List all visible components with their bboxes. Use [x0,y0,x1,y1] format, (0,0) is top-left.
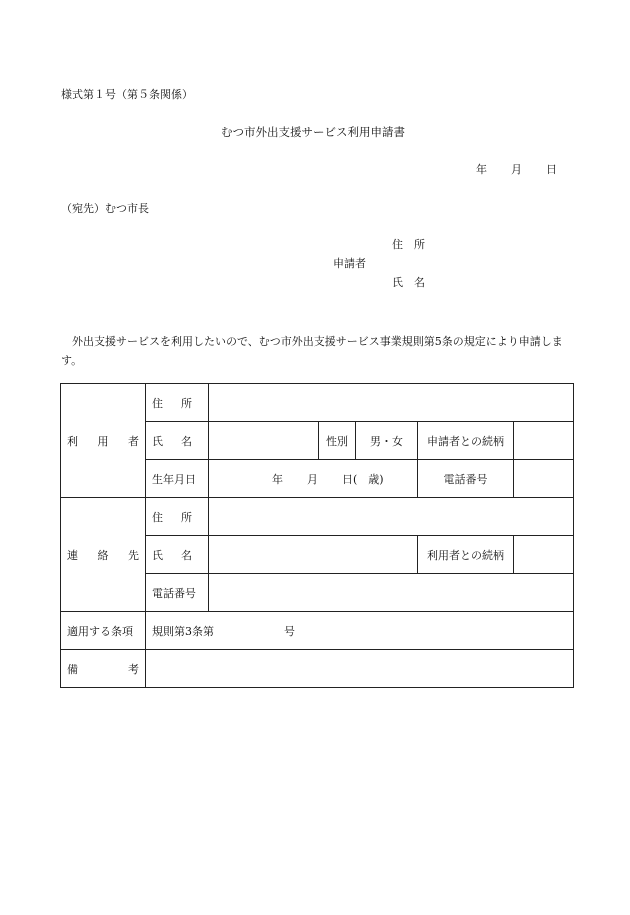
application-table [60,383,574,688]
contact-name-field[interactable] [209,536,418,574]
rule-field[interactable] [146,612,574,650]
table-row [61,612,574,650]
user-name-field[interactable] [209,422,319,460]
user-section-char: 利 [67,434,78,448]
contact-section-char: 絡 [97,548,109,562]
applicant-address-label: 住 所 [392,238,425,251]
contact-section-char: 先 [128,548,139,562]
gender-label: 性別 [319,422,356,460]
contact-phone-label: 電話番号 [146,574,209,612]
date-year-label: 年 [476,163,487,176]
applicant-name-label: 氏 名 [392,276,425,289]
birth-date-label: 生年月日 [146,460,209,498]
user-name-label: 氏 名 [146,422,209,460]
contact-phone-field[interactable] [209,574,574,612]
remarks-label: 備 考 [61,650,146,688]
table-row [61,384,574,422]
contact-relation-label: 利用者との続柄 [418,536,514,574]
rule-prefix: 規則第3条第 [152,624,214,638]
user-address-label: 住 所 [146,384,209,422]
user-section-char: 用 [97,434,109,448]
birth-day-age-label: 日( 歳) [342,472,384,486]
remarks-field[interactable] [146,650,574,688]
birth-date-field[interactable] [209,460,418,498]
birth-month-label: 月 [307,472,318,486]
table-row [61,498,574,536]
user-phone-field[interactable] [514,460,574,498]
rule-suffix: 号 [284,624,295,638]
user-phone-label: 電話番号 [418,460,514,498]
contact-relation-field[interactable] [514,536,574,574]
gender-options[interactable]: 男・女 [356,422,418,460]
date-line [476,161,557,177]
table-row [61,650,574,688]
user-section-label [61,384,146,498]
addressee: （宛先）むつ市長 [61,202,149,215]
contact-name-label: 氏 名 [146,536,209,574]
date-month-label: 月 [511,163,522,176]
user-relation-field[interactable] [514,422,574,460]
contact-section-char: 連 [67,548,78,562]
contact-address-label: 住 所 [146,498,209,536]
applicant-label: 申請者 [333,257,366,270]
form-number: 様式第１号（第５条関係） [61,88,193,101]
contact-address-field[interactable] [209,498,574,536]
rule-label: 適用する条項 [61,612,146,650]
user-relation-label: 申請者との続柄 [418,422,514,460]
user-section-char: 者 [128,434,139,448]
contact-section-label [61,498,146,612]
document-title: むつ市外出支援サービス利用申請書 [221,125,405,139]
date-day-label: 日 [546,163,557,176]
birth-year-label: 年 [272,472,283,486]
user-address-field[interactable] [209,384,574,422]
application-statement: 外出支援サービスを利用したいので、むつ市外出支援サービス事業規則第5条の規定により申請します。 [61,335,563,367]
